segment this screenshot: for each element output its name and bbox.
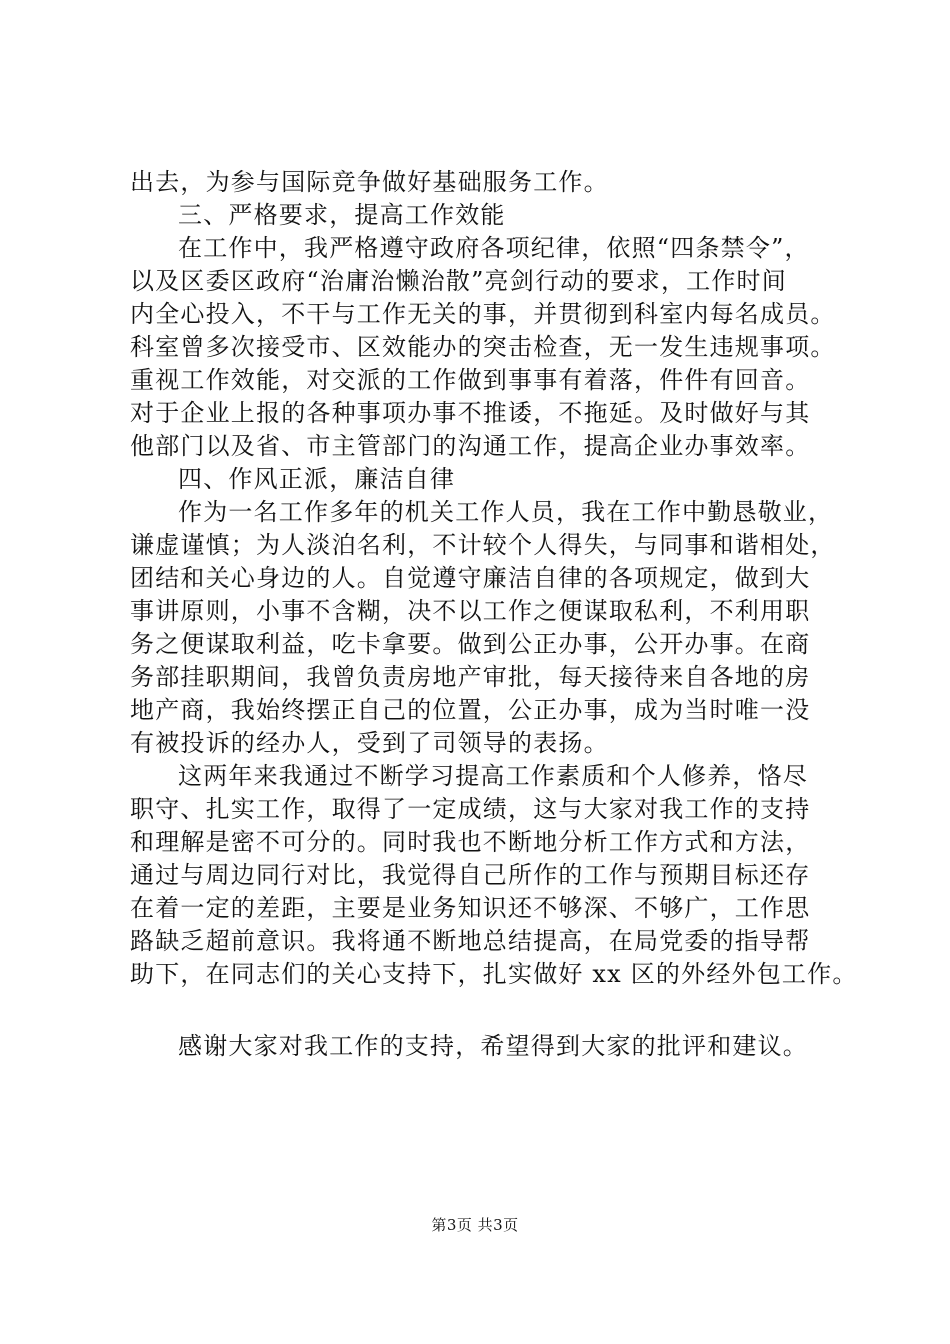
body-line: 内全心投入，不干与工作无关的事，并贯彻到科室内每名成员。 — [130, 300, 836, 328]
document-body — [130, 166, 858, 1063]
page-number: 第3页 共3页 — [431, 1216, 519, 1234]
body-line: 谦虚谨慎；为人淡泊名利，不计较个人得失，与同事和谐相处， — [130, 531, 836, 559]
body-line: 路缺乏超前意识。我将通不断地总结提高，在局党委的指导帮 — [130, 927, 811, 955]
body-line: 和理解是密不可分的。同时我也不断地分析工作方式和方法， — [130, 828, 811, 856]
body-line: 科室曾多次接受市、区效能办的突击检查，无一发生违规事项。 — [130, 333, 836, 361]
body-line: 在工作中，我严格遵守政府各项纪律，依照“四条禁令”， — [178, 234, 810, 262]
body-line: 地产商，我始终摆正自己的位置，公正办事，成为当时唯一没 — [130, 696, 811, 724]
section-heading-3: 三、严格要求，提高工作效能 — [178, 201, 506, 229]
body-line: 这两年来我通过不断学习提高工作素质和个人修养，恪尽 — [178, 762, 808, 790]
body-line: 团结和关心身边的人。自觉遵守廉洁自律的各项规定，做到大 — [130, 564, 811, 592]
body-line: 职守、扎实工作，取得了一定成绩，这与大家对我工作的支持 — [130, 795, 811, 823]
body-line: 出去，为参与国际竞争做好基础服务工作。 — [130, 168, 609, 196]
body-line: 助下，在同志们的关心支持下，扎实做好 xx 区的外经外包工作。 — [130, 960, 858, 988]
body-line: 以及区委区政府“治庸治懒治散”亮剑行动的要求，工作时间 — [130, 267, 787, 295]
section-heading-4: 四、作风正派，廉洁自律 — [178, 465, 456, 493]
body-line: 通过与周边同行对比，我觉得自己所作的工作与预期目标还存 — [130, 861, 811, 889]
body-line: 务之便谋取利益，吃卡拿要。做到公正办事，公开办事。在商 — [130, 630, 811, 658]
body-line: 他部门以及省、市主管部门的沟通工作，提高企业办事效率。 — [130, 432, 811, 460]
body-line: 事讲原则，小事不含糊，决不以工作之便谋取私利，不利用职 — [130, 597, 811, 625]
body-line: 作为一名工作多年的机关工作人员，我在工作中勤恳敬业， — [178, 498, 834, 526]
body-line: 有被投诉的经办人，受到了司领导的表扬。 — [130, 729, 609, 757]
paragraph-gap — [130, 991, 846, 1030]
body-line: 重视工作效能，对交派的工作做到事事有着落，件件有回音。 — [130, 366, 811, 394]
body-line: 在着一定的差距，主要是业务知识还不够深、不够广，工作思 — [130, 894, 811, 922]
body-line: 务部挂职期间，我曾负责房地产审批，每天接待来自各地的房 — [130, 663, 811, 691]
closing-line: 感谢大家对我工作的支持，希望得到大家的批评和建议。 — [178, 1032, 808, 1060]
body-line: 对于企业上报的各种事项办事不推诿，不拖延。及时做好与其 — [130, 399, 811, 427]
